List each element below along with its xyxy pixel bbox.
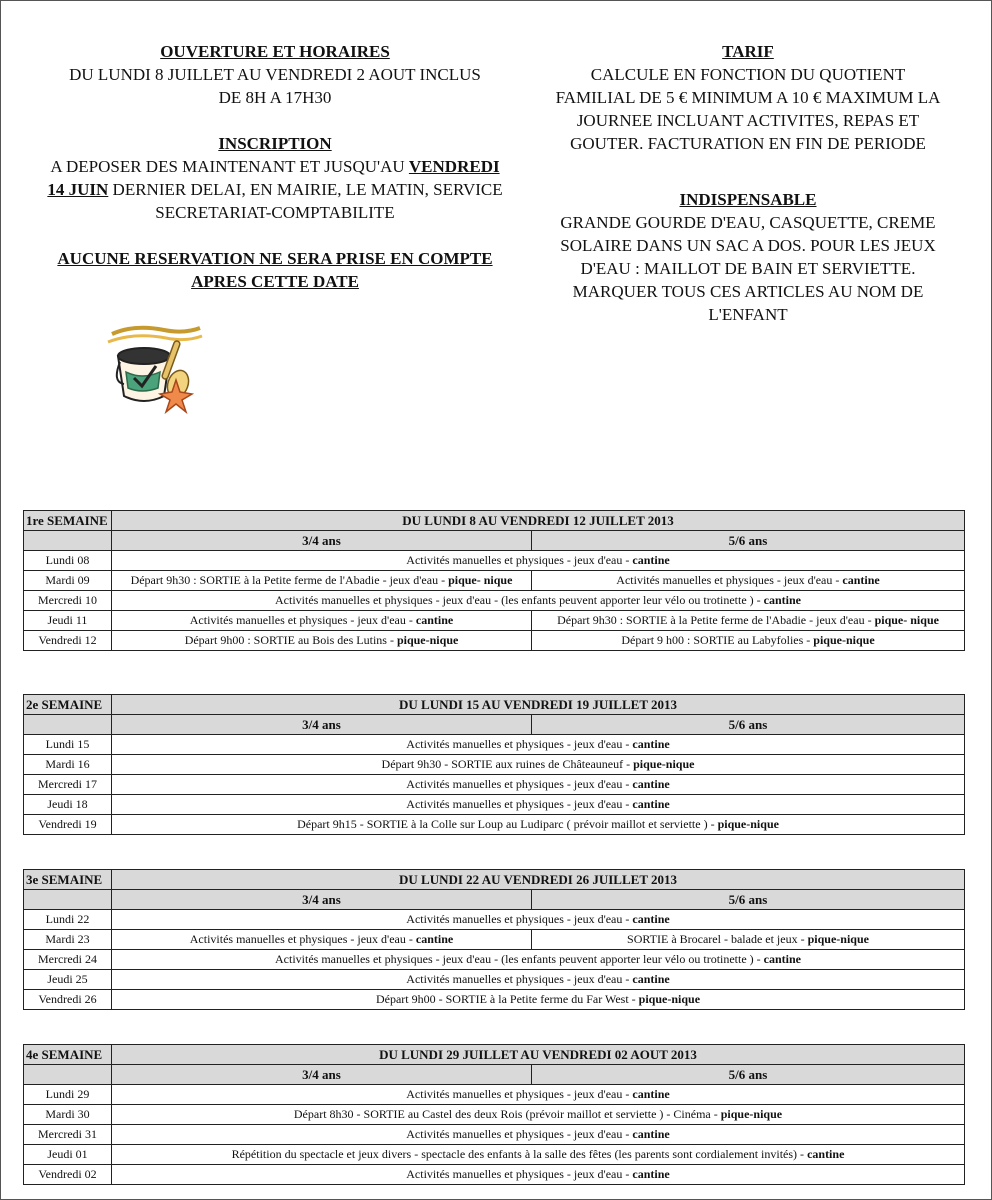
activity-cell-3-4: Départ 9h00 : SORTIE au Bois des Lutins - pique-nique (112, 631, 532, 651)
schedule-row (24, 1085, 965, 1105)
day-cell: Jeudi 11 (24, 611, 112, 631)
activity-cell-all-ages: Activités manuelles et physiques - jeux d'eau - cantine (112, 1165, 965, 1185)
day-cell: Lundi 22 (24, 910, 112, 930)
activity-cell-5-6: Départ 9 h00 : SORTIE au Labyfolies - pique-nique (532, 631, 965, 651)
schedule-row (24, 571, 965, 591)
schedule-row (24, 735, 965, 755)
week-table-4 (23, 1044, 965, 1185)
week-dates: DU LUNDI 8 AU VENDREDI 12 JUILLET 2013 (112, 511, 965, 531)
activity-cell-all-ages: Départ 8h30 - SORTIE au Castel des deux Rois (prévoir maillot et serviette ) - Cinéma - pique-nique (112, 1105, 965, 1125)
age-column-3-4: 3/4 ans (112, 715, 532, 735)
day-cell: Mercredi 24 (24, 950, 112, 970)
activity-cell-all-ages: Départ 9h30 - SORTIE aux ruines de Châteauneuf - pique-nique (112, 755, 965, 775)
inscription-text: A DEPOSER DES MAINTENANT ET JUSQU'AU VENDREDI (50, 157, 500, 176)
day-cell: Vendredi 02 (24, 1165, 112, 1185)
schedule-row (24, 775, 965, 795)
tarif-line: CALCULE EN FONCTION DU QUOTIENT (590, 65, 906, 84)
schedule-row (24, 551, 965, 571)
age-column-3-4: 3/4 ans (112, 1065, 532, 1085)
schedule-row (24, 1145, 965, 1165)
week-table-2 (23, 694, 965, 835)
week-header-row (24, 511, 965, 531)
week-header-row (24, 870, 965, 890)
tarif-line: JOURNEE INCLUANT ACTIVITES, REPAS ET (576, 111, 920, 130)
week-label: 1re SEMAINE (24, 511, 112, 531)
age-column-5-6: 5/6 ans (532, 1065, 965, 1085)
week-header-row (24, 1045, 965, 1065)
tarif-title: TARIF (722, 42, 774, 61)
activity-cell-all-ages: Activités manuelles et physiques - jeux d'eau - cantine (112, 910, 965, 930)
schedule-row (24, 930, 965, 950)
age-header-row (24, 531, 965, 551)
day-cell: Mardi 23 (24, 930, 112, 950)
inscription-title: INSCRIPTION (218, 134, 332, 153)
activity-cell-all-ages: Activités manuelles et physiques - jeux d'eau - (les enfants peuvent apporter leur vélo ou trotinette ) - cantine (112, 591, 965, 611)
day-column-header (24, 531, 112, 551)
inscription-deadline-part1: VENDREDI (408, 157, 500, 176)
indispensable-line: L'ENFANT (708, 305, 788, 324)
ouverture-hours: DE 8H A 17H30 (218, 88, 332, 107)
activity-cell-all-ages: Départ 9h15 - SORTIE à la Colle sur Loup au Ludiparc ( prévoir maillot et serviette ) - pique-nique (112, 815, 965, 835)
schedule-row (24, 815, 965, 835)
day-cell: Mardi 16 (24, 755, 112, 775)
schedule-row (24, 950, 965, 970)
indispensable-line: GRANDE GOURDE D'EAU, CASQUETTE, CREME (560, 213, 936, 232)
inscription-deadline-part2: 14 JUIN (47, 180, 109, 199)
day-cell: Jeudi 25 (24, 970, 112, 990)
day-cell: Lundi 08 (24, 551, 112, 571)
indispensable-line: D'EAU : MAILLOT DE BAIN ET SERVIETTE. (580, 259, 916, 278)
day-cell: Jeudi 18 (24, 795, 112, 815)
aucune-reservation-line1: AUCUNE RESERVATION NE SERA PRISE EN COMPTE (57, 249, 493, 268)
day-column-header (24, 1065, 112, 1085)
ouverture-line: DU LUNDI 8 JUILLET AU VENDREDI 2 AOUT INCLUS (69, 65, 481, 84)
aucune-reservation-line2: APRES CETTE DATE (191, 272, 359, 291)
activity-cell-all-ages: Répétition du spectacle et jeux divers - spectacle des enfants à la salle des fêtes (les parents sont cordialement invités) - cantine (112, 1145, 965, 1165)
schedule-row (24, 611, 965, 631)
week-table-3 (23, 869, 965, 1010)
schedule-row (24, 591, 965, 611)
day-cell: Mercredi 10 (24, 591, 112, 611)
tarif-line: GOUTER. FACTURATION EN FIN DE PERIODE (570, 134, 926, 153)
activity-cell-all-ages: Activités manuelles et physiques - jeux d'eau - cantine (112, 551, 965, 571)
day-cell: Mardi 30 (24, 1105, 112, 1125)
day-cell: Mardi 09 (24, 571, 112, 591)
info-right-column (532, 40, 964, 326)
activity-cell-all-ages: Activités manuelles et physiques - jeux d'eau - cantine (112, 775, 965, 795)
activity-cell-all-ages: Activités manuelles et physiques - jeux d'eau - cantine (112, 735, 965, 755)
day-cell: Mercredi 31 (24, 1125, 112, 1145)
indispensable-line: MARQUER TOUS CES ARTICLES AU NOM DE (572, 282, 924, 301)
day-cell: Jeudi 01 (24, 1145, 112, 1165)
day-cell: Vendredi 19 (24, 815, 112, 835)
indispensable-title: INDISPENSABLE (679, 190, 817, 209)
activity-cell-3-4: Activités manuelles et physiques - jeux d'eau - cantine (112, 611, 532, 631)
day-cell: Vendredi 12 (24, 631, 112, 651)
schedule-row (24, 1165, 965, 1185)
age-header-row (24, 715, 965, 735)
activity-cell-5-6: Départ 9h30 : SORTIE à la Petite ferme de l'Abadie - jeux d'eau - pique- nique (532, 611, 965, 631)
week-label: 3e SEMAINE (24, 870, 112, 890)
week-label: 4e SEMAINE (24, 1045, 112, 1065)
age-column-5-6: 5/6 ans (532, 890, 965, 910)
week-table-1 (23, 510, 965, 651)
age-header-row (24, 1065, 965, 1085)
day-column-header (24, 890, 112, 910)
schedule-row (24, 990, 965, 1010)
activity-cell-3-4: Départ 9h30 : SORTIE à la Petite ferme de l'Abadie - jeux d'eau - pique- nique (112, 571, 532, 591)
schedule-row (24, 755, 965, 775)
day-cell: Lundi 29 (24, 1085, 112, 1105)
schedule-row (24, 631, 965, 651)
schedule-row (24, 795, 965, 815)
week-label: 2e SEMAINE (24, 695, 112, 715)
week-dates: DU LUNDI 29 JUILLET AU VENDREDI 02 AOUT 2013 (112, 1045, 965, 1065)
beach-bucket-icon (104, 322, 214, 426)
day-cell: Lundi 15 (24, 735, 112, 755)
activity-cell-all-ages: Départ 9h00 - SORTIE à la Petite ferme du Far West - pique-nique (112, 990, 965, 1010)
indispensable-line: SOLAIRE DANS UN SAC A DOS. POUR LES JEUX (560, 236, 936, 255)
day-cell: Vendredi 26 (24, 990, 112, 1010)
schedule-row (24, 1105, 965, 1125)
week-dates: DU LUNDI 15 AU VENDREDI 19 JUILLET 2013 (112, 695, 965, 715)
activity-cell-all-ages: Activités manuelles et physiques - jeux d'eau - cantine (112, 970, 965, 990)
day-column-header (24, 715, 112, 735)
age-column-3-4: 3/4 ans (112, 890, 532, 910)
tarif-line: FAMILIAL DE 5 € MINIMUM A 10 € MAXIMUM LA (555, 88, 941, 107)
week-header-row (24, 695, 965, 715)
activity-cell-all-ages: Activités manuelles et physiques - jeux d'eau - cantine (112, 1125, 965, 1145)
age-header-row (24, 890, 965, 910)
age-column-5-6: 5/6 ans (532, 715, 965, 735)
info-left-column (20, 40, 530, 293)
inscription-text-2: 14 JUIN DERNIER DELAI, EN MAIRIE, LE MATIN, SERVICE (47, 180, 503, 199)
inscription-text-3: SECRETARIAT-COMPTABILITE (155, 203, 395, 222)
day-cell: Mercredi 17 (24, 775, 112, 795)
schedule-row (24, 910, 965, 930)
age-column-3-4: 3/4 ans (112, 531, 532, 551)
activity-cell-5-6: SORTIE à Brocarel - balade et jeux - pique-nique (532, 930, 965, 950)
schedule-row (24, 970, 965, 990)
activity-cell-5-6: Activités manuelles et physiques - jeux d'eau - cantine (532, 571, 965, 591)
activity-cell-all-ages: Activités manuelles et physiques - jeux d'eau - (les enfants peuvent apporter leur vélo ou trotinette ) - cantine (112, 950, 965, 970)
schedule-row (24, 1125, 965, 1145)
age-column-5-6: 5/6 ans (532, 531, 965, 551)
week-dates: DU LUNDI 22 AU VENDREDI 26 JUILLET 2013 (112, 870, 965, 890)
activity-cell-all-ages: Activités manuelles et physiques - jeux d'eau - cantine (112, 795, 965, 815)
activity-cell-3-4: Activités manuelles et physiques - jeux d'eau - cantine (112, 930, 532, 950)
ouverture-title: OUVERTURE ET HORAIRES (160, 42, 390, 61)
activity-cell-all-ages: Activités manuelles et physiques - jeux d'eau - cantine (112, 1085, 965, 1105)
